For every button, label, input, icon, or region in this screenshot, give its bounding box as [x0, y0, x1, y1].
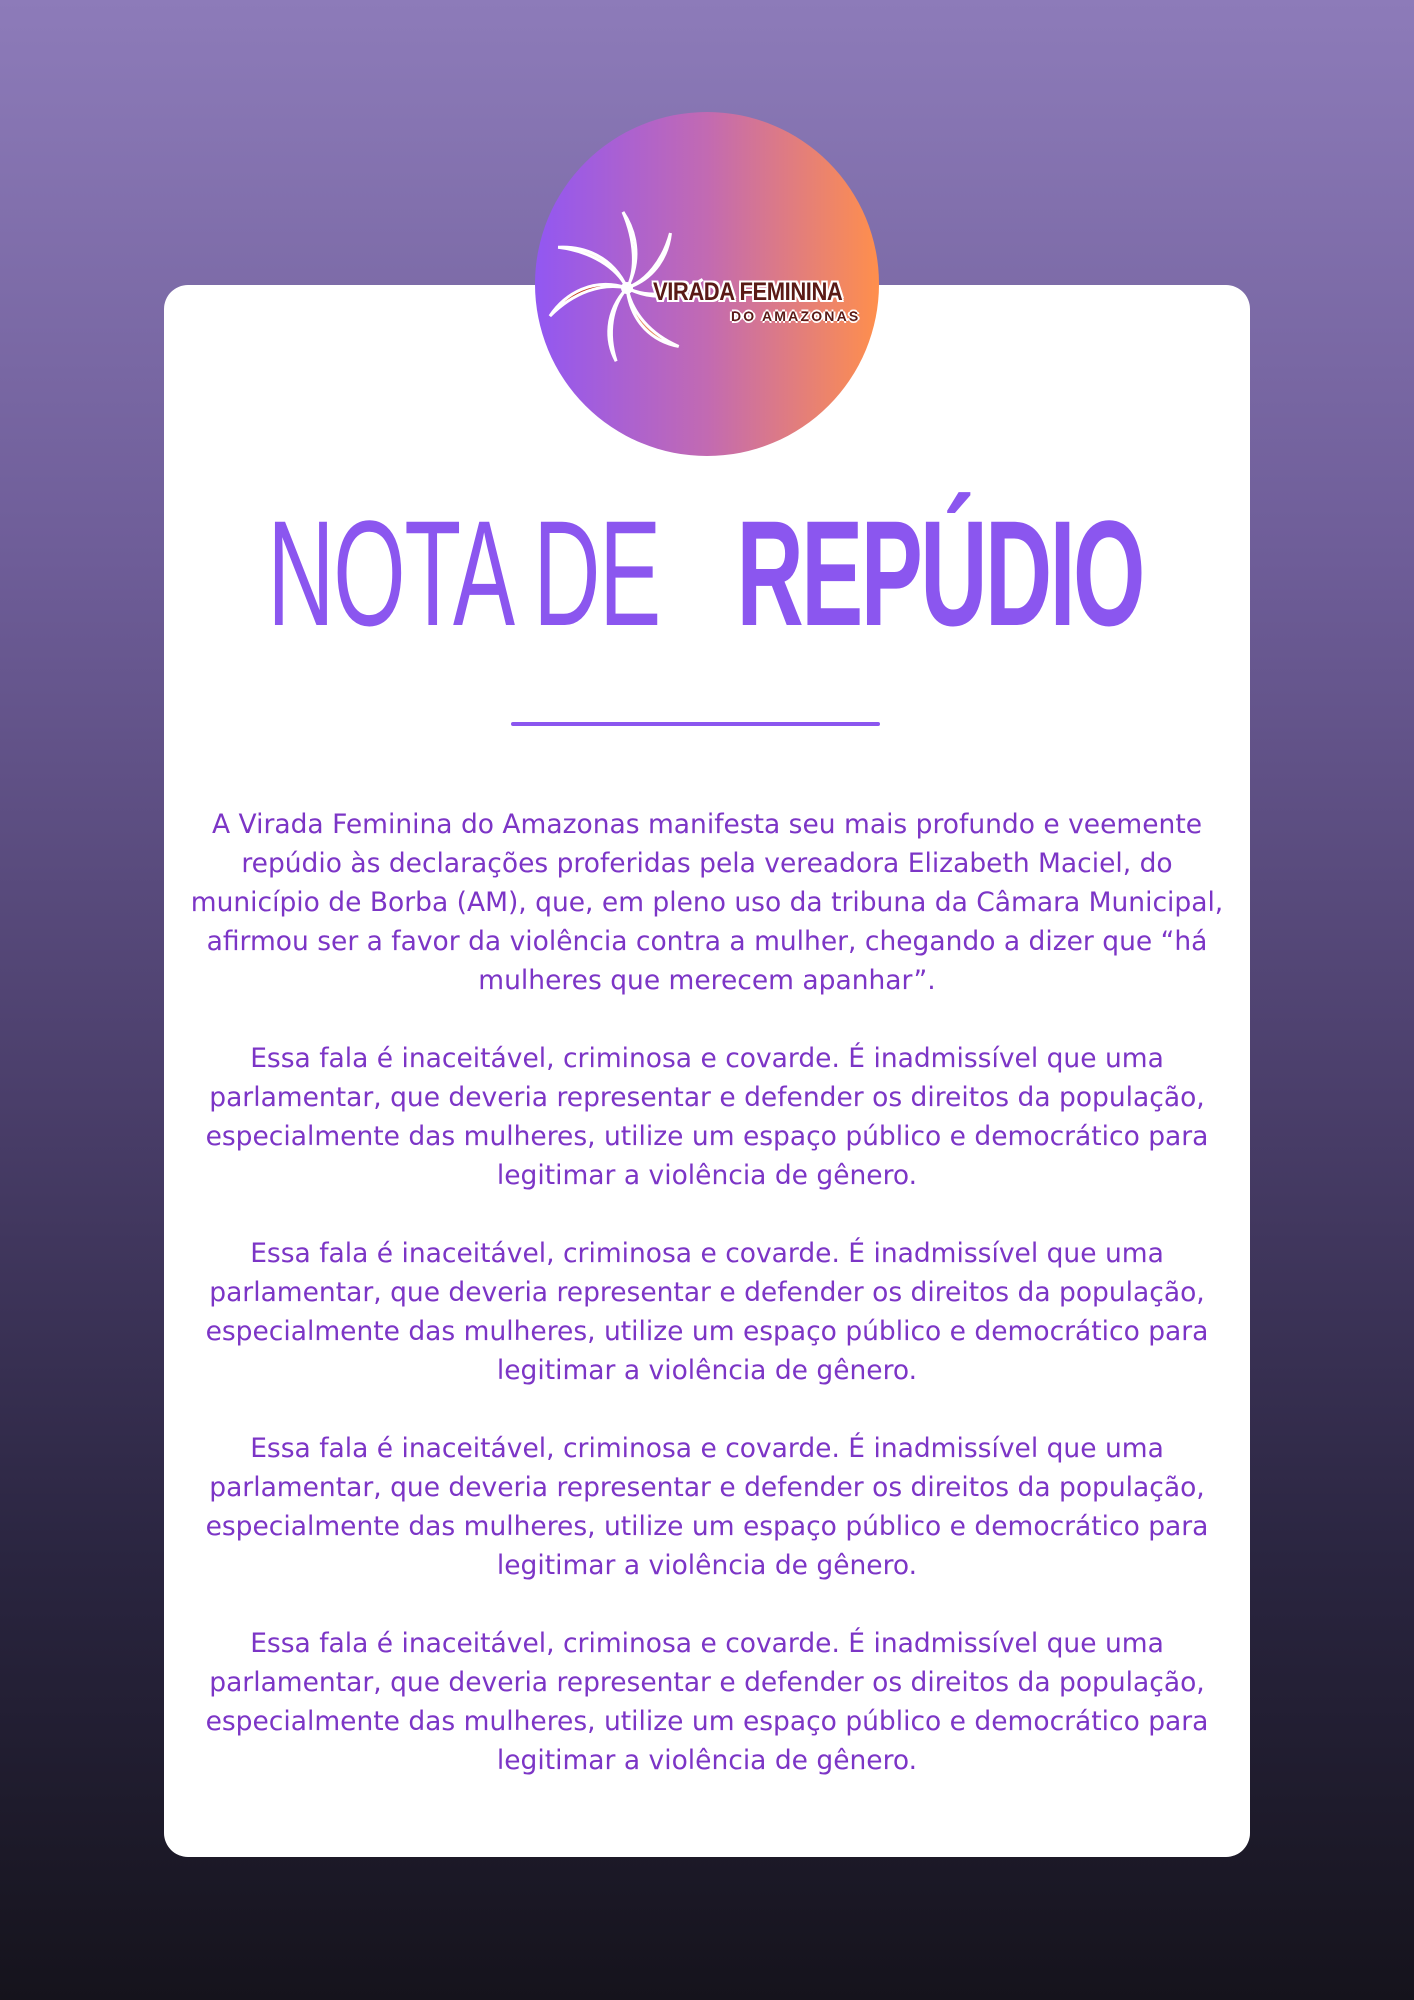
petal — [623, 212, 636, 288]
title-bold: REPÚDIO — [736, 489, 1143, 657]
paragraph: Essa fala é inaceitável, criminosa e covarde. É inadmissível que uma parlamentar, que deveria representar e defender os direitos da população, especialmente das mulheres, utilize um espaço público e democrático para legitimar a violência de gênero. — [205, 1043, 1209, 1191]
logo-badge — [535, 112, 879, 456]
title-divider — [511, 722, 880, 726]
logo-subtitle: DO AMAZONAS — [731, 308, 861, 324]
note-body — [190, 805, 1224, 1819]
title-light: NOTA DE — [267, 489, 660, 657]
paragraph: Essa fala é inaceitável, criminosa e covarde. É inadmissível que uma parlamentar, que deveria representar e defender os direitos da população, especialmente das mulheres, utilize um espaço público e democrático para legitimar a violência de gênero. — [205, 1628, 1209, 1776]
paragraph: A Virada Feminina do Amazonas manifesta seu mais profundo e veemente repúdio às declarações proferidas pela vereadora Elizabeth Maciel, do município de Borba (AM), que, em pleno uso da tribuna da Câmara Municipal, afirmou ser a favor da violência contra a mulher, chegando a dizer que “há mulheres que merecem apanhar”. — [190, 809, 1224, 996]
page-title — [0, 489, 1414, 657]
paragraph: Essa fala é inaceitável, criminosa e covarde. É inadmissível que uma parlamentar, que deveria representar e defender os direitos da população, especialmente das mulheres, utilize um espaço público e democrático para legitimar a violência de gênero. — [205, 1238, 1209, 1386]
paragraph: Essa fala é inaceitável, criminosa e covarde. É inadmissível que uma parlamentar, que deveria representar e defender os direitos da população, especialmente das mulheres, utilize um espaço público e democrático para legitimar a violência de gênero. — [205, 1433, 1209, 1581]
logo-title: VIRADA FEMININA — [653, 278, 843, 306]
